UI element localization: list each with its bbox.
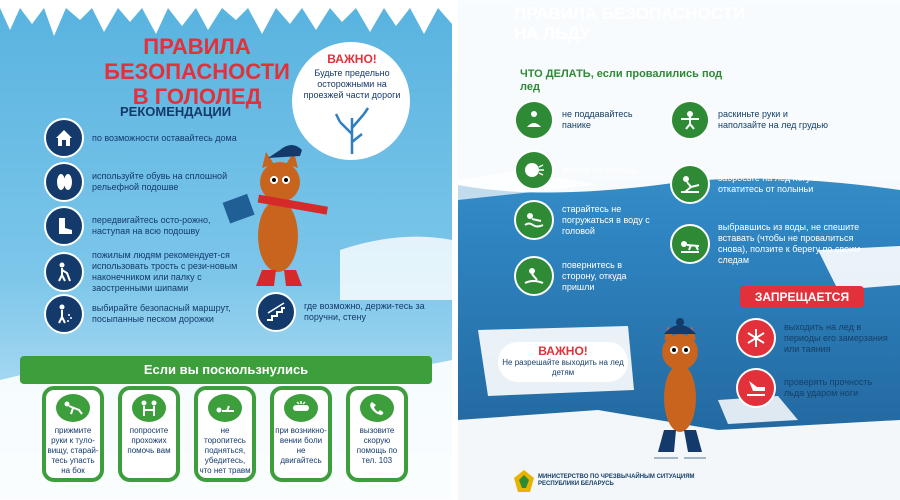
stairs-handrail-icon [256,292,296,332]
action-item [670,100,828,140]
action-item [670,164,828,204]
recommendation-text: выбирайте безопасный маршрут, посыпанные песком дорожки [92,303,231,324]
important-text: Не разрешайте выходить на лед детям [502,358,624,377]
action-item [514,150,658,190]
important-text: Будьте предельно осторожными на проезжей части дороги [303,68,401,100]
poster-title [92,34,302,109]
action-item [514,200,658,240]
recommendation-item [256,292,444,332]
cat-with-scarf-illustration [222,140,332,290]
recommendation-text: используйте обувь на сплошной рельефной подошве [92,171,228,192]
house-icon [44,118,84,158]
turning-person-icon [514,256,554,296]
slip-card-text: при возникно-вении боли не двигайтесь [275,426,327,465]
forbidden-item [736,318,888,358]
helping-people-icon [132,394,166,422]
slip-card-text: вызовите скорую помощь по тел. 103 [356,426,398,465]
pain-icon [284,394,318,422]
title-line-3: В ГОЛОЛЕД [132,84,262,109]
slip-card-text: прижмите руки к туло-вищу, старай-тесь упасть на бок [47,426,99,475]
slip-card [194,386,256,482]
title-line-2: НА ЛЬДУ [514,24,591,43]
title-line-1: ПРАВИЛА БЕЗОПАСНОСТИ [514,4,746,23]
arms-spread-icon [670,100,710,140]
snowflake-icon [736,318,776,358]
recommendation-item [44,162,248,202]
action-item [670,222,868,266]
leg-on-ice-icon [670,164,710,204]
what-to-do-subtitle: ЧТО ДЕЛАТЬ, если провалились под лед [520,68,723,93]
forbidden-text: выходить на лед в периоды его замерзания или таяния [784,321,888,354]
ministry-line-1: МИНИСТЕРСТВО ПО ЧРЕЗВЫЧАЙНЫМ СИТУАЦИЯМ [538,474,695,480]
boot-icon [44,206,84,246]
recommendations-heading: РЕКОМЕНДАЦИИ [120,104,232,119]
action-item [514,100,658,140]
important-title: ВАЖНО! [327,52,377,66]
title-line-2: БЕЗОПАСНОСТИ [104,59,290,84]
slip-card-text: не торопитесь подняться, убедитесь, что нет травм [199,426,251,475]
forbidden-item [736,368,888,408]
recommendation-text: пожилым людям рекомендует-ся использовать трость с рези-новым наконечником или палку с заостренными шипами [92,250,238,293]
ministry-emblem-icon [514,470,534,492]
phone-icon [360,394,394,422]
bare-tree-icon [332,104,372,154]
ice-safety-poster-right [458,0,900,500]
recommendation-item [44,206,248,246]
forbidden-heading: ЗАПРЕЩАЕТСЯ [740,286,864,308]
action-text: старайтесь не погружаться в воду с головой [562,203,650,236]
slip-card [118,386,180,482]
recommendation-text: передвигайтесь осто-рожно, наступая на всю подошву [92,215,211,236]
action-text: забросьте на лед ногу и откатитесь от полыньи [718,173,818,194]
slip-heading: Если вы поскользнулись [143,362,309,377]
lying-person-icon [208,394,242,422]
swimmer-icon [514,200,554,240]
action-item [514,256,658,296]
falling-person-icon [56,394,90,422]
poster-title [514,4,745,44]
skating-cat-illustration [640,318,720,468]
crawling-person-icon [670,224,710,264]
recommendation-item [44,118,248,158]
calm-person-icon [514,100,554,140]
recommendation-item [44,250,248,294]
recommendation-text: где возможно, держи-тесь за поручни, стену [304,301,425,322]
shouting-head-icon [514,150,554,190]
slip-card-text: попросите прохожих помочь вам [127,426,171,455]
slip-card [270,386,332,482]
stomp-icon [736,368,776,408]
important-title: ВАЖНО! [538,344,588,358]
walking-cane-icon [44,252,84,292]
shoe-sole-icon [44,162,84,202]
slip-card [42,386,104,482]
forbidden-text: проверять прочность льда ударом ноги [784,377,873,398]
title-line-1: ПРАВИЛА [143,34,251,59]
action-text: зовите на помощь [562,164,639,175]
action-text: не поддавайтесь панике [562,109,633,130]
action-text: повернитесь в сторону, откуда пришли [562,259,627,292]
action-text: выбравшись из воды, не спешите вставать (чтобы не провалиться снова), ползите к берегу по своим следам [718,222,861,265]
ministry-line-2: РЕСПУБЛИКИ БЕЛАРУСЬ [538,481,614,487]
recommendation-item [44,294,248,334]
slip-card [346,386,408,482]
recommendation-text: по возможности оставайтесь дома [92,132,237,143]
action-text: раскиньте руки и наползайте на лед грудью [718,109,828,130]
sand-path-icon [44,294,84,334]
ministry-caption [538,474,738,488]
